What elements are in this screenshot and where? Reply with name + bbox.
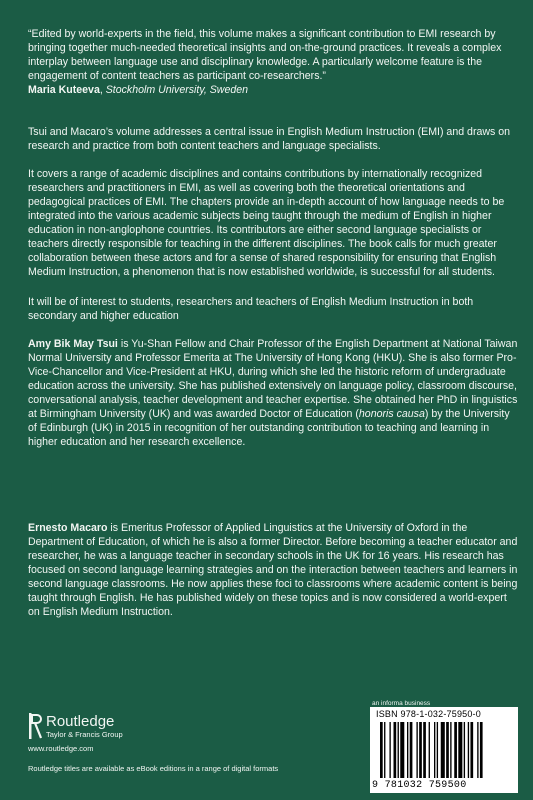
barcode-bar bbox=[480, 722, 483, 778]
barcode-bar bbox=[441, 722, 445, 778]
publisher-group: Taylor & Francis Group bbox=[46, 729, 123, 739]
barcode-bar bbox=[468, 722, 469, 778]
isbn-label: ISBN 978-1-032-75950-0 bbox=[376, 709, 481, 719]
barcode-bar bbox=[407, 722, 408, 778]
isbn-barcode-box bbox=[370, 707, 518, 793]
publisher-url[interactable]: www.routledge.com bbox=[28, 744, 94, 753]
quote-author: Maria Kuteeva bbox=[28, 84, 100, 96]
description-paragraph-3: It will be of interest to students, researchers and teachers of English Medium Instruction in both secondary and higher education bbox=[28, 296, 474, 322]
quote-affiliation: Stockholm University, Sweden bbox=[105, 84, 249, 96]
barcode-bar bbox=[419, 722, 422, 778]
barcode-bar bbox=[450, 722, 451, 778]
barcode-bar bbox=[477, 722, 478, 778]
publisher-name: Routledge bbox=[46, 712, 115, 730]
barcode-bar bbox=[398, 722, 399, 778]
bio-text-tsui-a: is Yu-Shan Fellow and Chair Professor of the English Department at National Taiwan Normal University and Professor Emerita at The University of Hong Kong (HKU). She is also former Pro-Vice-Chancellor and Vice-President at HKU, during which she led the historic reform of undergraduate education across the university. She has published extensively on language policy, classroom discourse, conversational analysis, teacher development and teacher expertise. She obtained her PhD in linguistics at Birmingham University (UK) and was awarded Doctor of Education ( bbox=[28, 338, 518, 420]
barcode-bar bbox=[454, 722, 457, 778]
bio-italic-honoris: honoris causa bbox=[358, 408, 425, 420]
barcode bbox=[380, 722, 510, 778]
barcode-bar bbox=[434, 722, 435, 778]
description-paragraph-2: It covers a range of academic disciplines and contains contributions by internationally recognized researchers and practitioners in EMI, as well as covering both the theoretical orientations and pedagogical practices of EMI. The chapters provide an in-depth account of how language needs to be integrated into the various academic subjects being taught through the medium of English in higher education in non-anglophone countries. Its contributors are either second language specialists or teachers directly responsible for teaching in the different disciplines. The book calls for much greater collaboration between these actors and for a sense of shared responsibility for ensuring that English Medium Instruction, a phenomenon that is now established worldwide, is successful for all students. bbox=[28, 168, 505, 278]
barcode-bar bbox=[429, 722, 430, 778]
barcode-bar bbox=[416, 722, 417, 778]
barcode-bar bbox=[464, 722, 465, 778]
endorsement-quote: “Edited by world-experts in the field, this volume makes a significant contribution to EMI research by bringing together much-needed theoretical insights and on-the-ground practices. It reveals a complex interplay between language use and disciplinary knowledge. A particularly welcome feature is the engagement of content teachers as participant co-researchers.” Maria Kuteeva, Stockholm University, Sweden bbox=[28, 28, 502, 96]
barcode-bar bbox=[437, 722, 438, 778]
editor-bio-macaro bbox=[28, 521, 518, 619]
barcode-digits: 9 781032 759500 bbox=[372, 780, 467, 791]
bio-name-tsui: Amy Bik May Tsui bbox=[28, 338, 118, 350]
barcode-bar bbox=[380, 722, 383, 778]
ebook-note: Routledge titles are available as eBook editions in a range of digital formats bbox=[28, 764, 279, 773]
description-paragraph-1: Tsui and Macaro’s volume addresses a central issue in English Medium Instruction (EMI) and draws on research and practice from both content teachers and language specialists. bbox=[28, 126, 511, 152]
barcode-bar bbox=[446, 722, 449, 778]
barcode-bar bbox=[389, 722, 390, 778]
bio-name-macaro: Ernesto Macaro bbox=[28, 522, 108, 534]
informa-tagline: an informa business bbox=[372, 700, 431, 707]
routledge-r-icon bbox=[28, 713, 42, 739]
editor-bio-tsui bbox=[28, 337, 518, 449]
barcode-bar bbox=[458, 722, 462, 778]
bio-text-macaro: is Emeritus Professor of Applied Linguistics at the University of Oxford in the Department of Education, of which he is also a former Director. Before becoming a teacher educator and researcher, he was a language teacher in secondary schools in the UK for 16 years. His research has focused on second language learning strategies and on the interaction between teachers and learners in second language classrooms. He now applies these foci to classrooms where academic content is being taught through English. He has published widely on these topics and is now considered a world-expert on English Medium Instruction. bbox=[28, 522, 518, 618]
barcode-bar bbox=[400, 722, 404, 778]
bio-text-tsui-b: ) by the University of Edinburgh (UK) in 2015 in recognition of her outstanding contribution to teaching and learning in higher education and her research excellence. bbox=[28, 408, 510, 448]
barcode-bar bbox=[384, 722, 385, 778]
barcode-bar bbox=[410, 722, 413, 778]
barcode-bar bbox=[470, 722, 473, 778]
barcode-bar bbox=[423, 722, 426, 778]
quote-text: “Edited by world-experts in the field, this volume makes a significant contribution to EMI research by bringing together much-needed theoretical insights and on-the-ground practices. It reveals a complex interplay between language use and disciplinary knowledge. A particularly welcome feature is the engagement of content teachers as participant co-researchers.” bbox=[28, 28, 502, 82]
barcode-bar bbox=[394, 722, 397, 778]
publisher-logo bbox=[28, 713, 123, 739]
